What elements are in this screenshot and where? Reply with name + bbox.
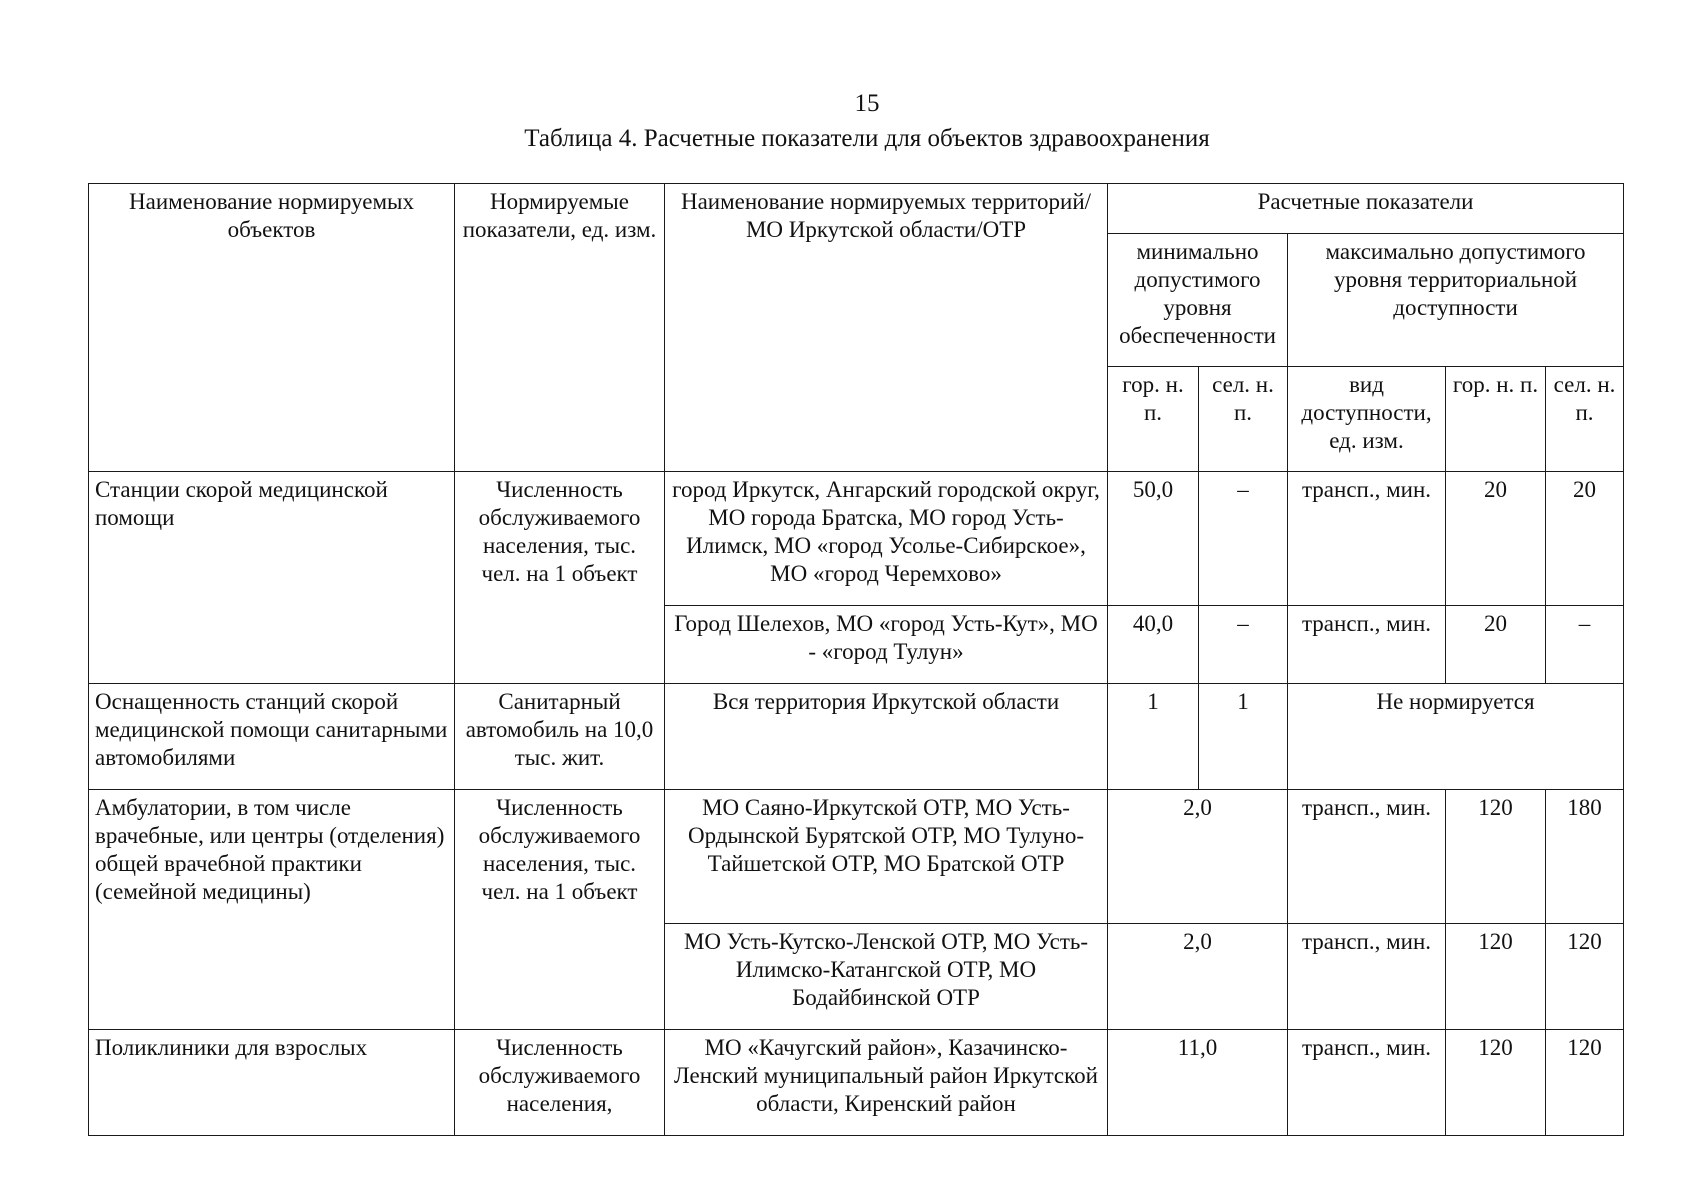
object-name: Амбулатории, в том числе врачебные, или центры (отделения) общей врачебной практики (семейной медицины) xyxy=(89,790,455,1030)
territory: Вся территория Иркутской области xyxy=(665,684,1108,790)
header-max-rural: сел. н. п. xyxy=(1546,367,1624,472)
header-calculated: Расчетные показатели xyxy=(1108,184,1624,234)
max-urban-value: 20 xyxy=(1446,606,1546,684)
max-rural-value: 180 xyxy=(1546,790,1624,924)
table-row xyxy=(89,472,1624,606)
header-object-name: Наименование нормируемых объектов xyxy=(89,184,455,472)
access-type: трансп., мин. xyxy=(1288,790,1446,924)
header-max-urban: гор. н. п. xyxy=(1446,367,1546,472)
max-urban-value: 120 xyxy=(1446,790,1546,924)
access-type: трансп., мин. xyxy=(1288,472,1446,606)
object-name: Поликлиники для взрослых xyxy=(89,1030,455,1136)
table-title: Таблица 4. Расчетные показатели для объектов здравоохранения xyxy=(524,125,1210,152)
healthcare-norms-table xyxy=(88,183,1624,1136)
object-name: Станции скорой медицинской помощи xyxy=(89,472,455,684)
min-urban-value: 40,0 xyxy=(1108,606,1199,684)
indicator: Санитарный автомобиль на 10,0 тыс. жит. xyxy=(455,684,665,790)
territory: МО Саяно-Иркутской ОТР, МО Усть-Ордынской Бурятской ОТР, МО Тулуно-Тайшетской ОТР, МО Братской ОТР xyxy=(665,790,1108,924)
header-min-rural: сел. н. п. xyxy=(1199,367,1288,472)
max-urban-value: 120 xyxy=(1446,1030,1546,1136)
max-urban-value: 20 xyxy=(1446,472,1546,606)
table-row xyxy=(89,1030,1624,1136)
indicator: Численность обслуживаемого населения, xyxy=(455,1030,665,1136)
access-type: трансп., мин. xyxy=(1288,1030,1446,1136)
access-type: трансп., мин. xyxy=(1288,924,1446,1030)
min-urban-value: 1 xyxy=(1108,684,1199,790)
indicator: Численность обслуживаемого населения, тыс. чел. на 1 объект xyxy=(455,790,665,1030)
max-rural-value: – xyxy=(1546,606,1624,684)
max-rural-value: 20 xyxy=(1546,472,1624,606)
max-urban-value: 120 xyxy=(1446,924,1546,1030)
territory: МО Усть-Кутско-Ленской ОТР, МО Усть-Илимско-Катангской ОТР, МО Бодайбинской ОТР xyxy=(665,924,1108,1030)
header-territory: Наименование нормируемых территорий/ МО Иркутской области/ОТР xyxy=(665,184,1108,472)
header-min-urban: гор. н. п. xyxy=(1108,367,1199,472)
territory: Город Шелехов, МО «город Усть-Кут», МО - «город Тулун» xyxy=(665,606,1108,684)
table-row xyxy=(89,684,1624,790)
min-rural-value: – xyxy=(1199,606,1288,684)
min-level-value: 2,0 xyxy=(1108,924,1288,1030)
territory: город Иркутск, Ангарский городской округ, МО города Братска, МО город Усть-Илимск, МО «город Усолье-Сибирское», МО «город Черемхово» xyxy=(665,472,1108,606)
min-urban-value: 50,0 xyxy=(1108,472,1199,606)
header-indicator: Нормируемые показатели, ед. изм. xyxy=(455,184,665,472)
max-rural-value: 120 xyxy=(1546,924,1624,1030)
header-access-type: вид доступности, ед. изм. xyxy=(1288,367,1446,472)
indicator: Численность обслуживаемого населения, тыс. чел. на 1 объект xyxy=(455,472,665,684)
territory: МО «Качугский район», Казачинско-Ленский муниципальный район Иркутской области, Киренский район xyxy=(665,1030,1108,1136)
object-name: Оснащенность станций скорой медицинской помощи санитарными автомобилями xyxy=(89,684,455,790)
min-rural-value: 1 xyxy=(1199,684,1288,790)
header-min-level: минимально допустимого уровня обеспеченности xyxy=(1108,234,1288,367)
max-rural-value: 120 xyxy=(1546,1030,1624,1136)
min-rural-value: – xyxy=(1199,472,1288,606)
header-max-level: максимально допустимого уровня территориальной доступности xyxy=(1288,234,1624,367)
page-number: 15 xyxy=(854,90,880,117)
access-type: трансп., мин. xyxy=(1288,606,1446,684)
not-normed-label: Не нормируется xyxy=(1288,684,1624,790)
table-row xyxy=(89,790,1624,924)
min-level-value: 2,0 xyxy=(1108,790,1288,924)
min-level-value: 11,0 xyxy=(1108,1030,1288,1136)
